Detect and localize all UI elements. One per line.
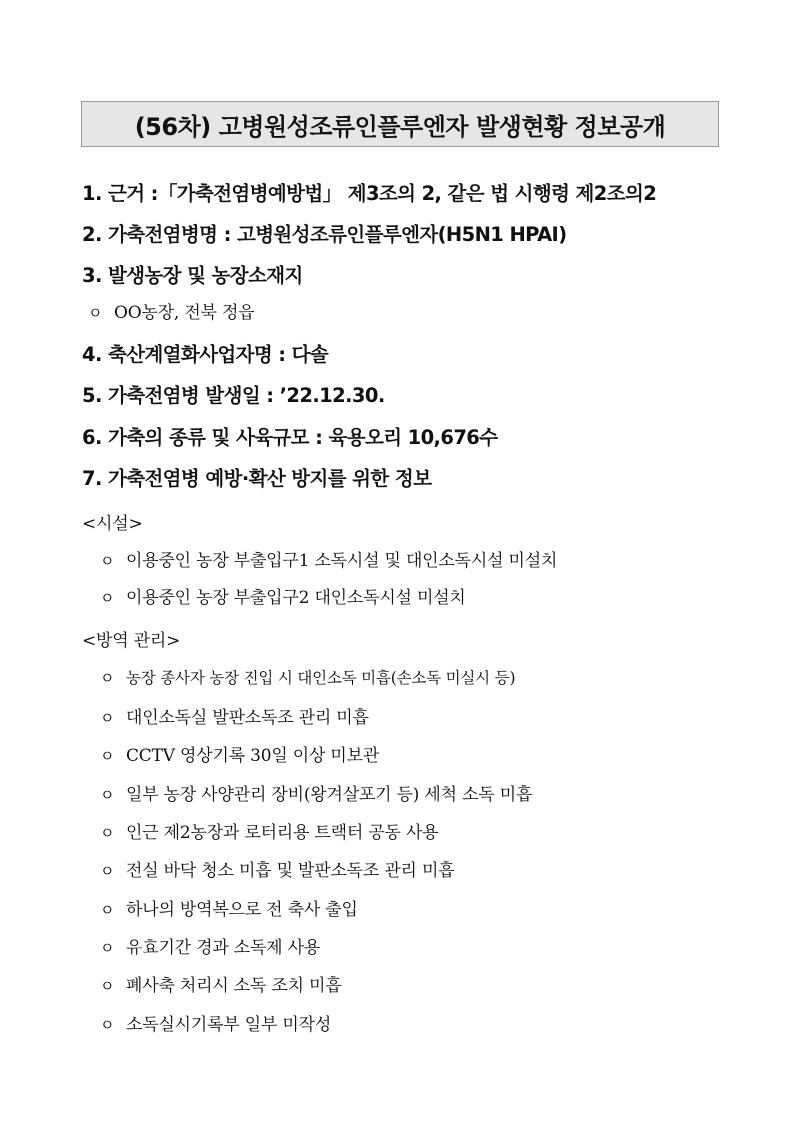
bullet-icon: ㅇ (100, 901, 115, 919)
bullet-icon: ㅇ (100, 669, 115, 687)
heading-farm-location: 3. 발생농장 및 농장소재지 (82, 264, 303, 287)
heading-disease-name: 2. 가축전염병명 : 고병원성조류인플루엔자(H5N1 HPAI) (82, 223, 567, 246)
list-item: ㅇ 이용중인 농장 부출입구1 소독시설 및 대인소독시설 미설치 (100, 551, 558, 571)
list-item: ㅇ 유효기간 경과 소독제 사용 (100, 938, 321, 958)
list-item: ㅇ 대인소독실 발판소독조 관리 미흡 (100, 708, 369, 728)
list-item: ㅇ 일부 농장 사양관리 장비(왕겨살포기 등) 세척 소독 미흡 (100, 785, 533, 805)
list-item: ㅇ 폐사축 처리시 소독 조치 미흡 (100, 976, 342, 996)
section-label-quarantine: <방역 관리> (82, 631, 181, 651)
bullet-icon: ㅇ (100, 786, 115, 804)
bullet-icon: ㅇ (100, 747, 115, 765)
list-item: ㅇ 전실 바닥 청소 미흡 및 발판소독조 관리 미흡 (100, 861, 455, 881)
bullet-icon: ㅇ (100, 862, 115, 880)
bullet-icon: ㅇ (100, 977, 115, 995)
heading-prevention-info: 7. 가축전염병 예방·확산 방지를 위한 정보 (82, 467, 432, 490)
heading-integrator: 4. 축산계열화사업자명 : 다솔 (82, 343, 329, 366)
heading-livestock-scale: 6. 가축의 종류 및 사육규모 : 육용오리 10,676수 (82, 426, 498, 449)
farm-location-item (88, 298, 254, 323)
list-item: ㅇ CCTV 영상기록 30일 이상 미보관 (100, 746, 380, 766)
list-item: ㅇ 소독실시기록부 일부 미작성 (100, 1015, 332, 1035)
list-item: ㅇ 하나의 방역복으로 전 축사 출입 (100, 900, 358, 920)
heading-basis: 1. 근거 :「가축전염병예방법」 제3조의 2, 같은 법 시행령 제2조의2 (82, 182, 657, 205)
bullet-icon: ㅇ (100, 939, 115, 957)
bullet-icon: ㅇ (100, 709, 115, 727)
section-label-facility: <시설> (82, 514, 143, 534)
farm-location-text: OO농장, 전북 정읍 (114, 303, 255, 323)
document-title: (56차) 고병원성조류인플루엔자 발생현황 정보공개 (81, 101, 719, 147)
bullet-icon: ㅇ (88, 304, 103, 322)
heading-outbreak-date: 5. 가축전염병 발생일 : ’22.12.30. (82, 384, 385, 407)
bullet-icon: ㅇ (100, 589, 115, 607)
list-item: ㅇ 이용중인 농장 부출입구2 대인소독시설 미설치 (100, 588, 466, 608)
bullet-icon: ㅇ (100, 824, 115, 842)
bullet-icon: ㅇ (100, 1016, 115, 1034)
list-item: ㅇ 인근 제2농장과 로터리용 트랙터 공동 사용 (100, 823, 439, 843)
bullet-icon: ㅇ (100, 552, 115, 570)
list-item: ㅇ 농장 종사자 농장 진입 시 대인소독 미흡(손소독 미실시 등) (100, 669, 516, 687)
